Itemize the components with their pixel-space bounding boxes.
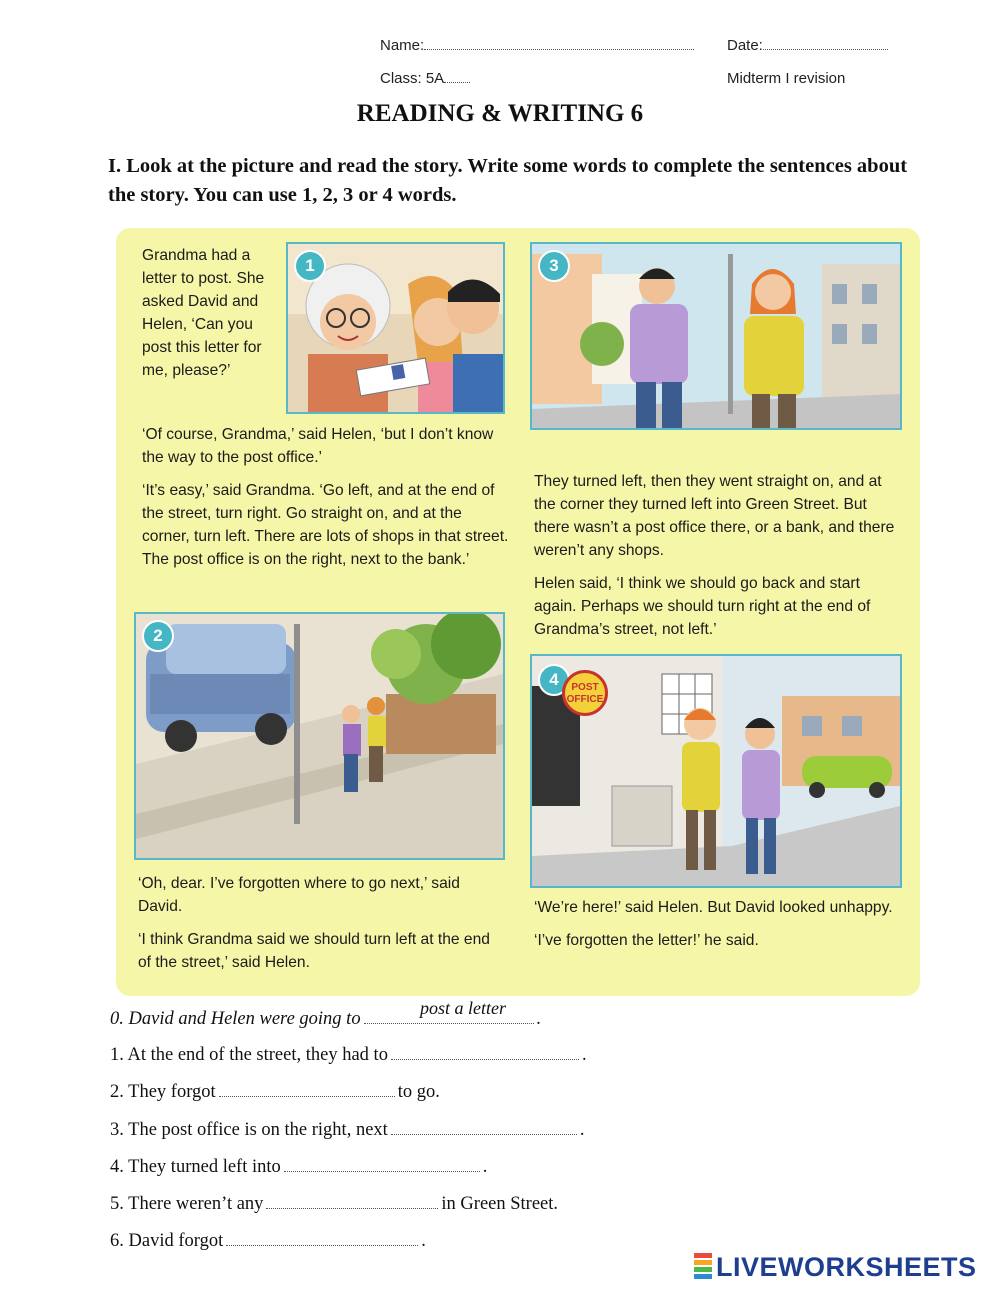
- answer-blank-1[interactable]: [391, 1047, 579, 1060]
- story-paragraph: ‘Of course, Grandma,’ said Helen, ‘but I don’t know the way to the post office.’: [142, 426, 494, 466]
- question-text: 6. David forgot: [110, 1231, 224, 1251]
- picture-panel-4: [530, 654, 902, 888]
- question-end: .: [421, 1231, 426, 1251]
- answer-blank-2[interactable]: [219, 1084, 395, 1097]
- story-paragraph: ‘I’ve forgotten the letter!’ he said.: [534, 932, 759, 949]
- post-office-sign: [562, 670, 608, 716]
- story-paragraph: ‘I think Grandma said we should turn left at the end of the street,’ said Helen.: [138, 931, 490, 971]
- story-text-6: [534, 470, 906, 651]
- question-1: [110, 1045, 587, 1066]
- panel-badge-2: 2: [142, 620, 174, 652]
- question-2: [110, 1082, 440, 1103]
- date-blank[interactable]: [763, 37, 888, 50]
- street-car-illustration: [136, 614, 503, 858]
- example-answer: post a letter: [420, 998, 506, 1018]
- question-6: [110, 1231, 426, 1252]
- story-box: [116, 228, 920, 996]
- panel-badge-1: 1: [294, 250, 326, 282]
- answer-blank-6[interactable]: [226, 1233, 418, 1246]
- panel-badge-4: 4: [538, 664, 570, 696]
- story-paragraph: ‘We’re here!’ said Helen. But David looked unhappy.: [534, 899, 893, 916]
- story-paragraph: ‘It’s easy,’ said Grandma. ‘Go left, and at the end of the street, turn right. Go straight on, and at the corner, turn left. There are lots of shops in that street. The post office is on the right, next to the bank.’: [142, 482, 509, 568]
- class-label: Class: 5A: [380, 70, 445, 87]
- liveworksheets-logo: [694, 1252, 977, 1283]
- picture-panel-2: [134, 612, 505, 860]
- answer-blank-3[interactable]: [391, 1122, 577, 1135]
- name-label: Name:: [380, 37, 425, 54]
- story-text-2: [142, 423, 512, 581]
- question-end: .: [579, 1120, 585, 1140]
- question-text: 4. They turned left into: [110, 1157, 281, 1177]
- story-text-4: [138, 872, 498, 984]
- question-4: [110, 1157, 487, 1178]
- question-5: [110, 1194, 558, 1215]
- sign-text: POST: [571, 682, 599, 693]
- name-blank[interactable]: [424, 37, 694, 50]
- story-paragraph: Helen said, ‘I think we should go back and start again. Perhaps we should turn right at the end of Grandma’s street, not left.’: [534, 575, 871, 638]
- revision-label: Midterm I revision: [727, 70, 846, 87]
- question-end: in Green Street.: [441, 1194, 559, 1214]
- question-text: 3. The post office is on the right, next: [110, 1120, 388, 1140]
- page-title: READING & WRITING 6: [356, 100, 644, 127]
- question-end: .: [581, 1045, 587, 1065]
- class-field: [380, 70, 470, 87]
- story-paragraph: They turned left, then they went straight on, and at the corner they turned left into Green Street. But there wasn’t a post office there, or a bank, and there weren’t any shops.: [534, 473, 895, 559]
- story-paragraph: ‘Oh, dear. I’ve forgotten where to go next,’ said David.: [138, 875, 460, 915]
- question-text: 5. There weren’t any: [110, 1194, 264, 1214]
- logo-text: LIVEWORKSHEETS: [716, 1252, 977, 1282]
- story-text-1: Grandma had a letter to post. She asked David and Helen, ‘Can you post this letter for me, please?’: [142, 247, 265, 379]
- question-text: 2. They forgot: [110, 1082, 216, 1102]
- class-blank: [444, 70, 470, 83]
- date-field: [727, 37, 888, 54]
- question-text: 0. David and Helen were going to: [110, 1009, 361, 1029]
- question-end: .: [536, 1009, 542, 1029]
- answer-blank-5[interactable]: [266, 1196, 438, 1209]
- answer-blank-4[interactable]: [284, 1159, 480, 1172]
- green-street-illustration: [532, 244, 900, 428]
- instruction: I. Look at the picture and read the story. Write some words to complete the sentences about the story. You can use 1, 2, 3 or 4 words.: [108, 155, 908, 206]
- story-text-8: [534, 896, 906, 962]
- picture-panel-1: [286, 242, 505, 414]
- panel-badge-3: 3: [538, 250, 570, 282]
- question-end: .: [482, 1157, 488, 1177]
- sign-text: OFFICE: [566, 694, 604, 705]
- date-label: Date:: [727, 37, 763, 54]
- question-3: [110, 1120, 584, 1141]
- liveworksheets-logo-icon: [694, 1253, 712, 1279]
- name-field: [380, 37, 694, 54]
- question-end: to go.: [397, 1082, 440, 1102]
- question-text: 1. At the end of the street, they had to: [110, 1045, 388, 1065]
- picture-panel-3: [530, 242, 902, 430]
